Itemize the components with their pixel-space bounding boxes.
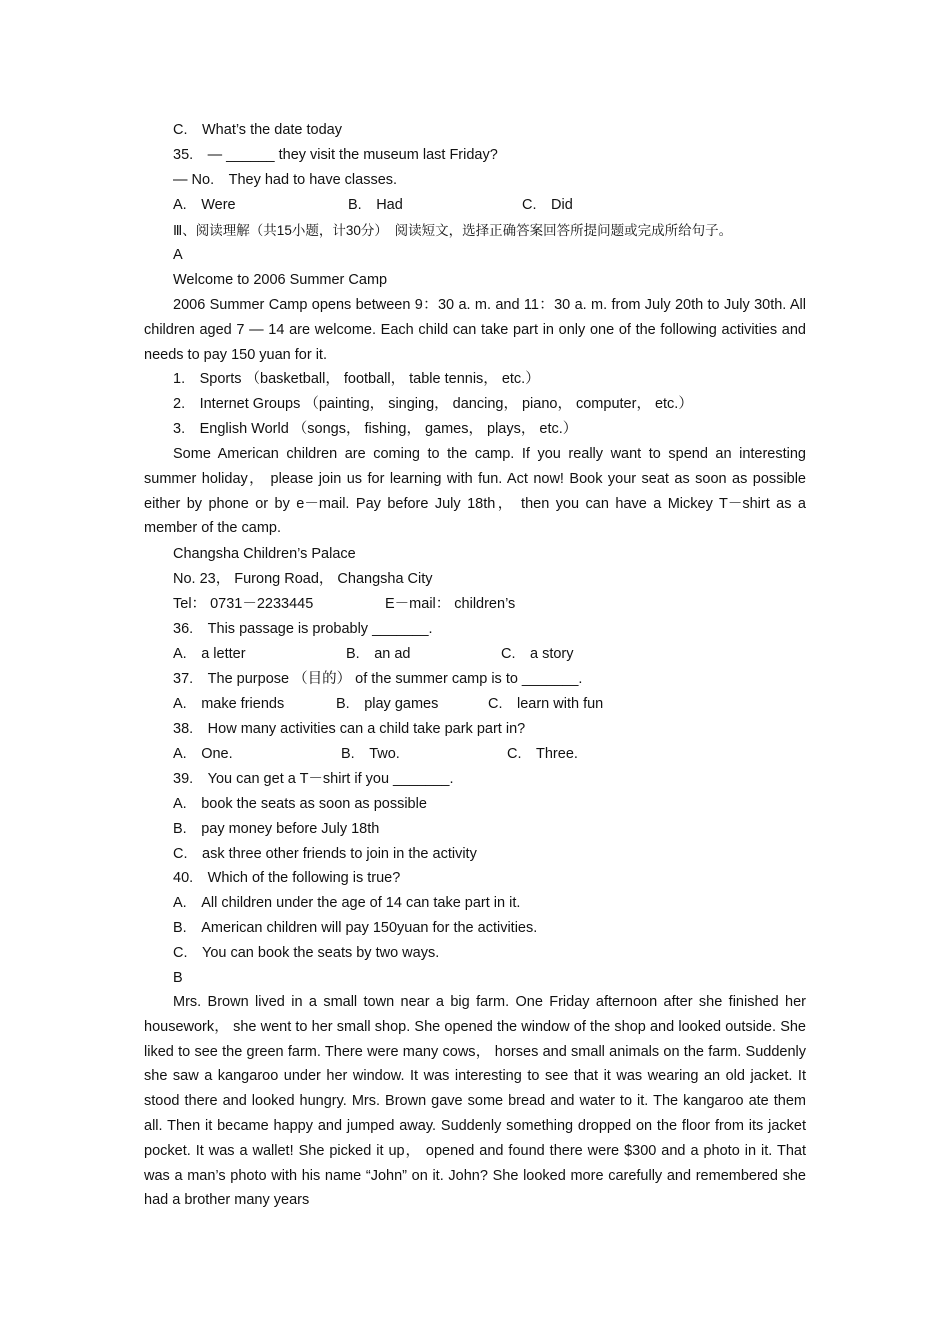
activity-item-1: 1. Sports （basketball， football， table tennis， etc.） [173,371,540,387]
q36-option-b: B. an ad [346,646,411,662]
q40-stem: 40. Which of the following is true? [173,870,401,886]
q38-option-b: B. Two. [341,746,400,762]
q34-option-c: C. What’s the date today [173,122,342,138]
q37-option-b: B. play games [336,696,439,712]
q35-option-b: B. Had [348,197,403,213]
org-address: No. 23， Furong Road， Changsha City [173,571,433,587]
q35-option-c: C. Did [522,197,573,213]
q37-option-c: C. learn with fun [488,696,604,712]
org-name: Changsha Children’s Palace [173,546,356,562]
passage-a-label: A [173,247,183,263]
q39-option-b: B. pay money before July 18th [173,821,380,837]
activity-item-2: 2. Internet Groups （painting， singing， dancing， piano， computer， etc.） [173,396,693,412]
passage-a-paragraph-2: Some American children are coming to the camp. If you really want to spend an interesting summer holiday， please join us for learning with fun. Act now! Book your seat as soon as possible either by phone or by e－mail. Pay before July 18th， then you can have a Mickey T－shirt as a member of the camp. [144,446,806,537]
passage-b-label: B [173,970,183,986]
activity-item-3: 3. English World （songs， fishing， games， plays， etc.） [173,421,578,437]
passage-a-title: Welcome to 2006 Summer Camp [173,272,388,288]
q38-option-c: C. Three. [507,746,578,762]
q40-option-a: A. All children under the age of 14 can take part in it. [173,895,521,911]
section-3-heading: Ⅲ、阅读理解（共15小题，计30分） 阅读短文，选择正确答案回答所提问题或完成所给句子。 [173,223,733,238]
q35-answer-line: — No. They had to have classes. [173,172,398,188]
q40-option-c: C. You can book the seats by two ways. [173,945,440,961]
q37-option-a: A. make friends [173,696,285,712]
q36-option-a: A. a letter [173,646,246,662]
passage-b-paragraph-1: Mrs. Brown lived in a small town near a big farm. One Friday afternoon after she finished her housework， she went to her small shop. She opened the window of the shop and looked outside. She liked to see the green farm. There were many cows， horses and small animals on the farm. Suddenly she saw a kangaroo under her window. It was interesting to see that it was wearing an old jacket. It stood there and looked hungry. Mrs. Brown gave some bread and water to it. The kangaroo ate them all. Then it became happy and jumped away. Suddenly something dropped on the floor from its jacket pocket. It was a wallet! She picked it up， opened and found there were $300 and a photo in it. That was a man’s photo with his name “John” on it. John? She looked more carefully and remembered she had a brother many years [144,994,806,1209]
q39-stem: 39. You can get a T－shirt if you _______. [173,771,454,787]
org-tel: Tel： 0731－2233445 [173,596,314,612]
q35-option-a: A. Were [173,197,236,213]
q36-option-c: C. a story [501,646,574,662]
org-email: E－mail： children’s [385,596,516,612]
q37-stem: 37. The purpose （目的） of the summer camp is to _______. [173,671,583,687]
q39-option-c: C. ask three other friends to join in the activity [173,846,477,862]
q40-option-b: B. American children will pay 150yuan for the activities. [173,920,538,936]
q36-stem: 36. This passage is probably _______. [173,621,433,637]
passage-a-paragraph-1: 2006 Summer Camp opens between 9：30 a. m. and 11：30 a. m. from July 20th to July 30th. All children aged 7 — 14 are welcome. Each child can take part in only one of the following activities and needs to pay 150 yuan for it. [144,297,806,363]
q39-option-a: A. book the seats as soon as possible [173,796,427,812]
q38-option-a: A. One. [173,746,233,762]
q35-question: 35. — ______ they visit the museum last Friday? [173,147,498,163]
q38-stem: 38. How many activities can a child take park part in? [173,721,526,737]
